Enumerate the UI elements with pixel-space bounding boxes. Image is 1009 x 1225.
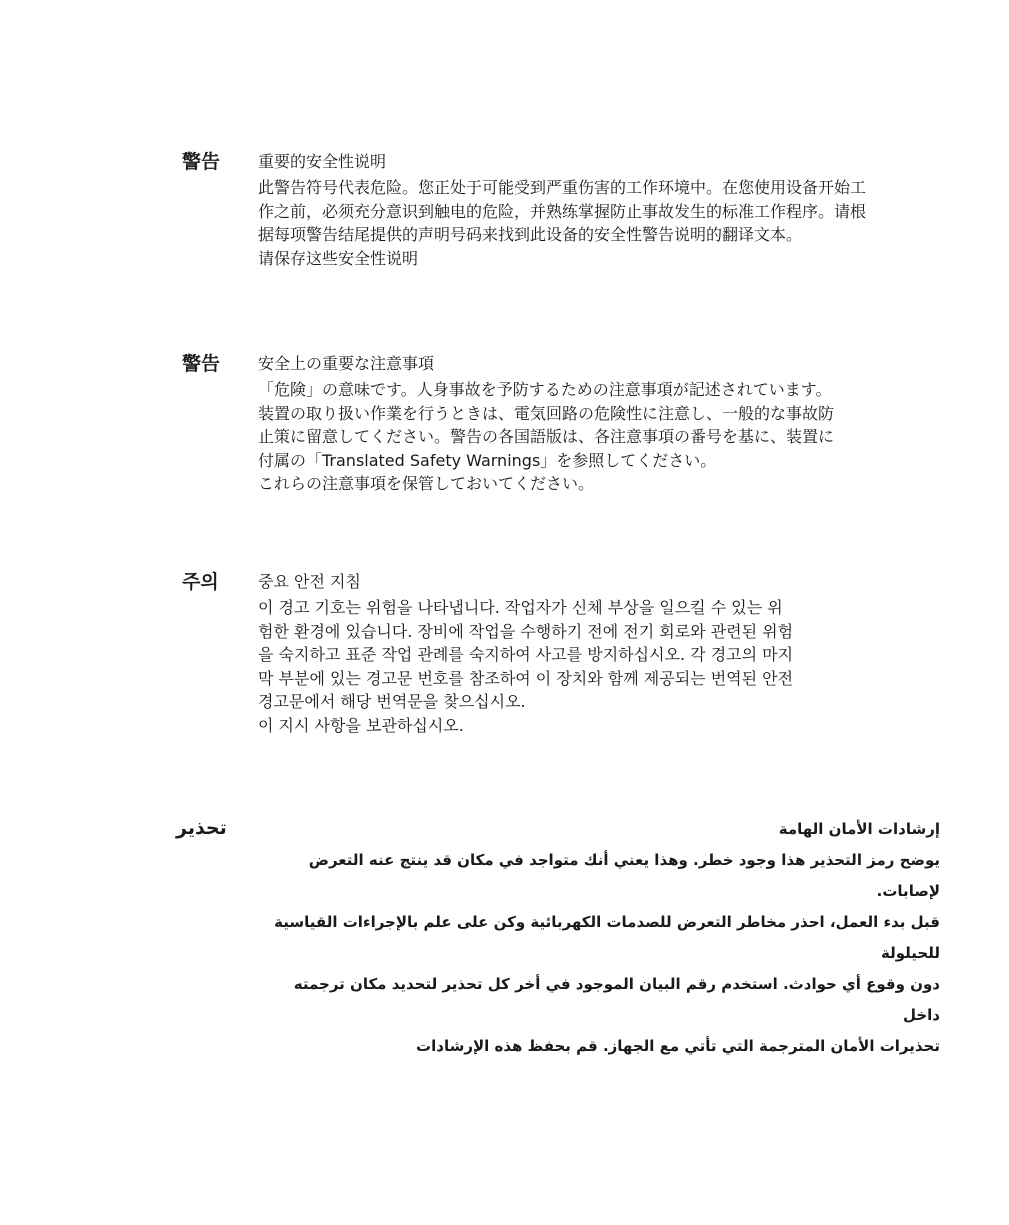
body-line: يوضح رمز التحذير هذا وجود خطر. وهذا يعني أنك متواجد في مكان قد ينتج عنه التعرض لإصابات. — [308, 851, 940, 900]
warning-body — [258, 378, 918, 472]
warning-content — [258, 568, 918, 738]
warning-label: 警告 — [182, 353, 221, 375]
body-line: 경고문에서 해당 번역문을 찾으십시오. — [258, 692, 526, 711]
body-line: 험한 환경에 있습니다. 장비에 작업을 수행하기 전에 전기 회로와 관련된 위험 — [258, 621, 794, 641]
body-line: 「危険」の意味です。人身事故を予防するための注意事項が記述されています。 — [258, 380, 832, 399]
body-line: 付属の「Translated Safety Warnings」を参照してください。 — [258, 450, 717, 470]
warning-title: إرشادات الأمان الهامة — [778, 820, 940, 838]
warning-body — [258, 596, 918, 714]
body-line: 을 숙지하고 표준 작업 관례를 숙지하여 사고를 방지하십시오. 각 경고의 마지 — [258, 645, 794, 664]
body-line: قبل بدء العمل، احذر مخاطر التعرض للصدمات الكهربائية وكن على علم بالإجراءات القياسية للحيلولة — [274, 913, 940, 962]
body-line: 止策に留意してください。警告の各国語版は、各注意事項の番号を基に、装置に — [258, 427, 835, 446]
body-line: تحذيرات الأمان المترجمة التي تأتي مع الجهاز. قم بحفظ هذه الإرشادات — [416, 1037, 940, 1055]
warning-body — [258, 176, 918, 247]
save-instructions: 이 지시 사항을 보관하십시오. — [258, 715, 464, 735]
save-instructions: これらの注意事項を保管しておいてください。 — [258, 474, 595, 493]
warning-title: 安全上の重要な注意事項 — [258, 354, 435, 373]
body-line: 이 경고 기호는 위험을 나타냅니다. 작업자가 신체 부상을 일으킬 수 있는 위 — [258, 598, 783, 617]
warning-content — [258, 148, 918, 271]
body-line: 作之前，必须充分意识到触电的危险，并熟练掌握防止事故发生的标准工作程序。请根 — [258, 201, 867, 221]
body-line: 막 부분에 있는 경고문 번호를 참조하여 이 장치와 함께 제공되는 번역된 안전 — [258, 668, 794, 688]
warning-label: تحذير — [176, 817, 227, 839]
body-line: 据每项警告结尾提供的声明号码来找到此设备的安全性警告说明的翻译文本。 — [258, 225, 803, 244]
save-instructions: 请保存这些安全性说明 — [258, 248, 419, 268]
body-line: 装置の取り扱い作業を行うときは、電気回路の危険性に注意し、一般的な事故防 — [258, 403, 835, 423]
warning-content — [258, 814, 940, 1062]
warning-title: 重要的安全性说明 — [258, 152, 387, 171]
warning-label: 警告 — [182, 151, 221, 173]
body-line: 此警告符号代表危险。您正处于可能受到严重伤害的工作环境中。在您使用设备开始工 — [258, 178, 867, 197]
warning-title: 중요 안전 지침 — [258, 572, 361, 591]
warning-content — [258, 350, 918, 496]
body-line: دون وقوع أي حوادث. استخدم رقم البيان الموجود في أخر كل تحذير لتحديد مكان ترجمته داخل — [293, 975, 940, 1024]
warning-label: 주의 — [182, 571, 219, 593]
